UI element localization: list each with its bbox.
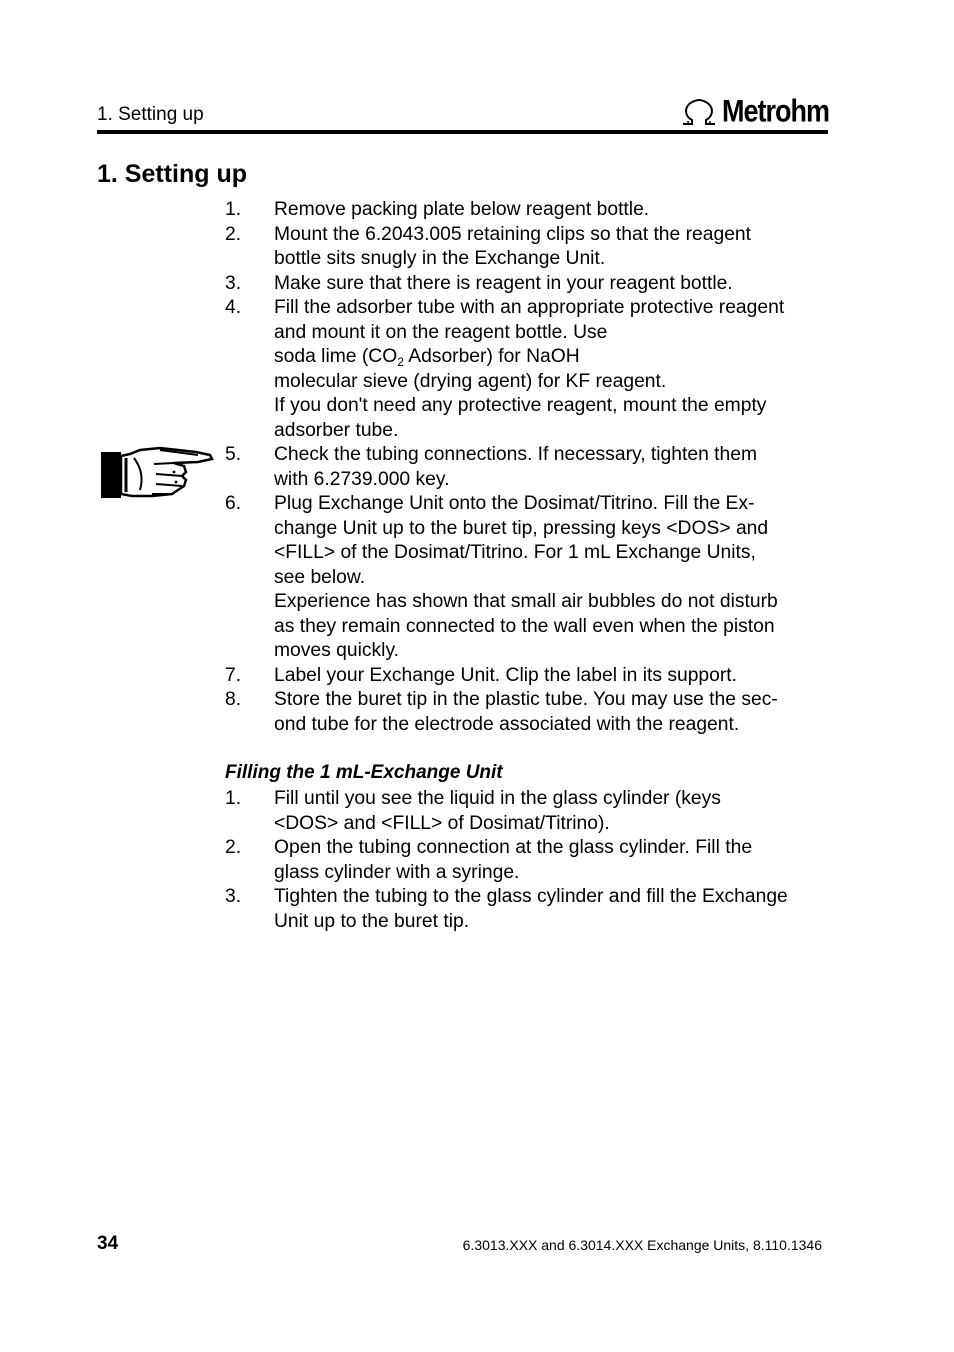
omega-icon xyxy=(680,97,718,127)
step-text: <DOS> and <FILL> of Dosimat/Titrino). xyxy=(274,812,610,834)
running-header: 1. Setting up xyxy=(97,104,204,125)
soda-lime-text: soda lime (CO xyxy=(274,346,398,367)
step-number: 1. xyxy=(225,788,242,809)
setup-steps xyxy=(225,198,830,737)
step-text: see below. xyxy=(274,566,366,588)
step-text: Plug Exchange Unit onto the Dosimat/Titrino. Fill the Ex- xyxy=(274,493,755,514)
step-text: Open the tubing connection at the glass cylinder. Fill the xyxy=(274,837,753,858)
co2-subscript: 2 xyxy=(397,355,404,369)
step-text: change Unit up to the buret tip, pressing keys <DOS> and xyxy=(274,517,769,539)
step-text: Mount the 6.2043.005 retaining clips so that the reagent xyxy=(274,223,752,245)
pointing-hand-icon xyxy=(100,446,214,507)
list-item xyxy=(225,443,830,492)
step-number: 5. xyxy=(225,444,242,465)
brand-name: Metrohm xyxy=(722,93,829,129)
step-number: 3. xyxy=(225,272,242,294)
list-item xyxy=(225,885,830,934)
list-item xyxy=(225,688,830,737)
step-text: Fill the adsorber tube with an appropriate protective reagent xyxy=(274,297,785,318)
step-text: as they remain connected to the wall even when the piston xyxy=(274,615,775,637)
step-text: moves quickly. xyxy=(274,640,400,661)
soda-lime-line xyxy=(274,345,830,370)
step-text: Remove packing plate below reagent bottle. xyxy=(274,199,650,220)
step-text: <FILL> of the Dosimat/Titrino. For 1 mL Exchange Units, xyxy=(274,542,756,563)
section-heading: Filling the 1 mL-Exchange Unit xyxy=(225,762,503,783)
soda-lime-rest: Adsorber) for NaOH xyxy=(403,346,580,367)
step-text: If you don't need any protective reagent, mount the empty xyxy=(274,395,767,416)
step-number: 2. xyxy=(225,837,242,858)
step-number: 6. xyxy=(225,493,242,514)
filling-steps xyxy=(225,787,830,934)
header-rule xyxy=(97,130,828,134)
step-number: 8. xyxy=(225,689,242,710)
step-text: with 6.2739.000 key. xyxy=(274,468,450,490)
page-title: 1. Setting up xyxy=(97,160,247,188)
step-text: molecular sieve (drying agent) for KF reagent. xyxy=(274,370,667,392)
step-text: Check the tubing connections. If necessary, tighten them xyxy=(274,444,758,465)
step-text: ond tube for the electrode associated with the reagent. xyxy=(274,713,740,735)
step-text: and mount it on the reagent bottle. Use xyxy=(274,321,608,343)
document-reference: 6.3013.XXX and 6.3014.XXX Exchange Units, 8.110.1346 xyxy=(462,1237,822,1253)
step-text: Tighten the tubing to the glass cylinder and fill the Exchange xyxy=(274,886,788,907)
metrohm-logo xyxy=(680,93,829,129)
list-item xyxy=(225,223,830,272)
step-number: 4. xyxy=(225,297,242,318)
list-item xyxy=(225,272,830,297)
list-item xyxy=(225,836,830,885)
list-item xyxy=(225,492,830,664)
step-text: Experience has shown that small air bubbles do not disturb xyxy=(274,591,778,612)
step-text: adsorber tube. xyxy=(274,419,399,441)
step-number: 3. xyxy=(225,886,242,907)
step-number: 2. xyxy=(225,223,242,245)
step-number: 1. xyxy=(225,199,242,220)
step-text: glass cylinder with a syringe. xyxy=(274,861,520,883)
list-item xyxy=(225,787,830,836)
step-text: Fill until you see the liquid in the glass cylinder (keys xyxy=(274,788,721,809)
step-text: Store the buret tip in the plastic tube. You may use the sec- xyxy=(274,689,778,710)
step-text: bottle sits snugly in the Exchange Unit. xyxy=(274,248,606,269)
page-number: 34 xyxy=(97,1233,119,1254)
list-item xyxy=(225,296,830,443)
list-item xyxy=(225,198,830,223)
step-text: Make sure that there is reagent in your reagent bottle. xyxy=(274,272,733,294)
step-text: Label your Exchange Unit. Clip the label in its support. xyxy=(274,664,738,686)
step-text: Unit up to the buret tip. xyxy=(274,910,470,932)
list-item xyxy=(225,664,830,689)
step-number: 7. xyxy=(225,664,242,686)
